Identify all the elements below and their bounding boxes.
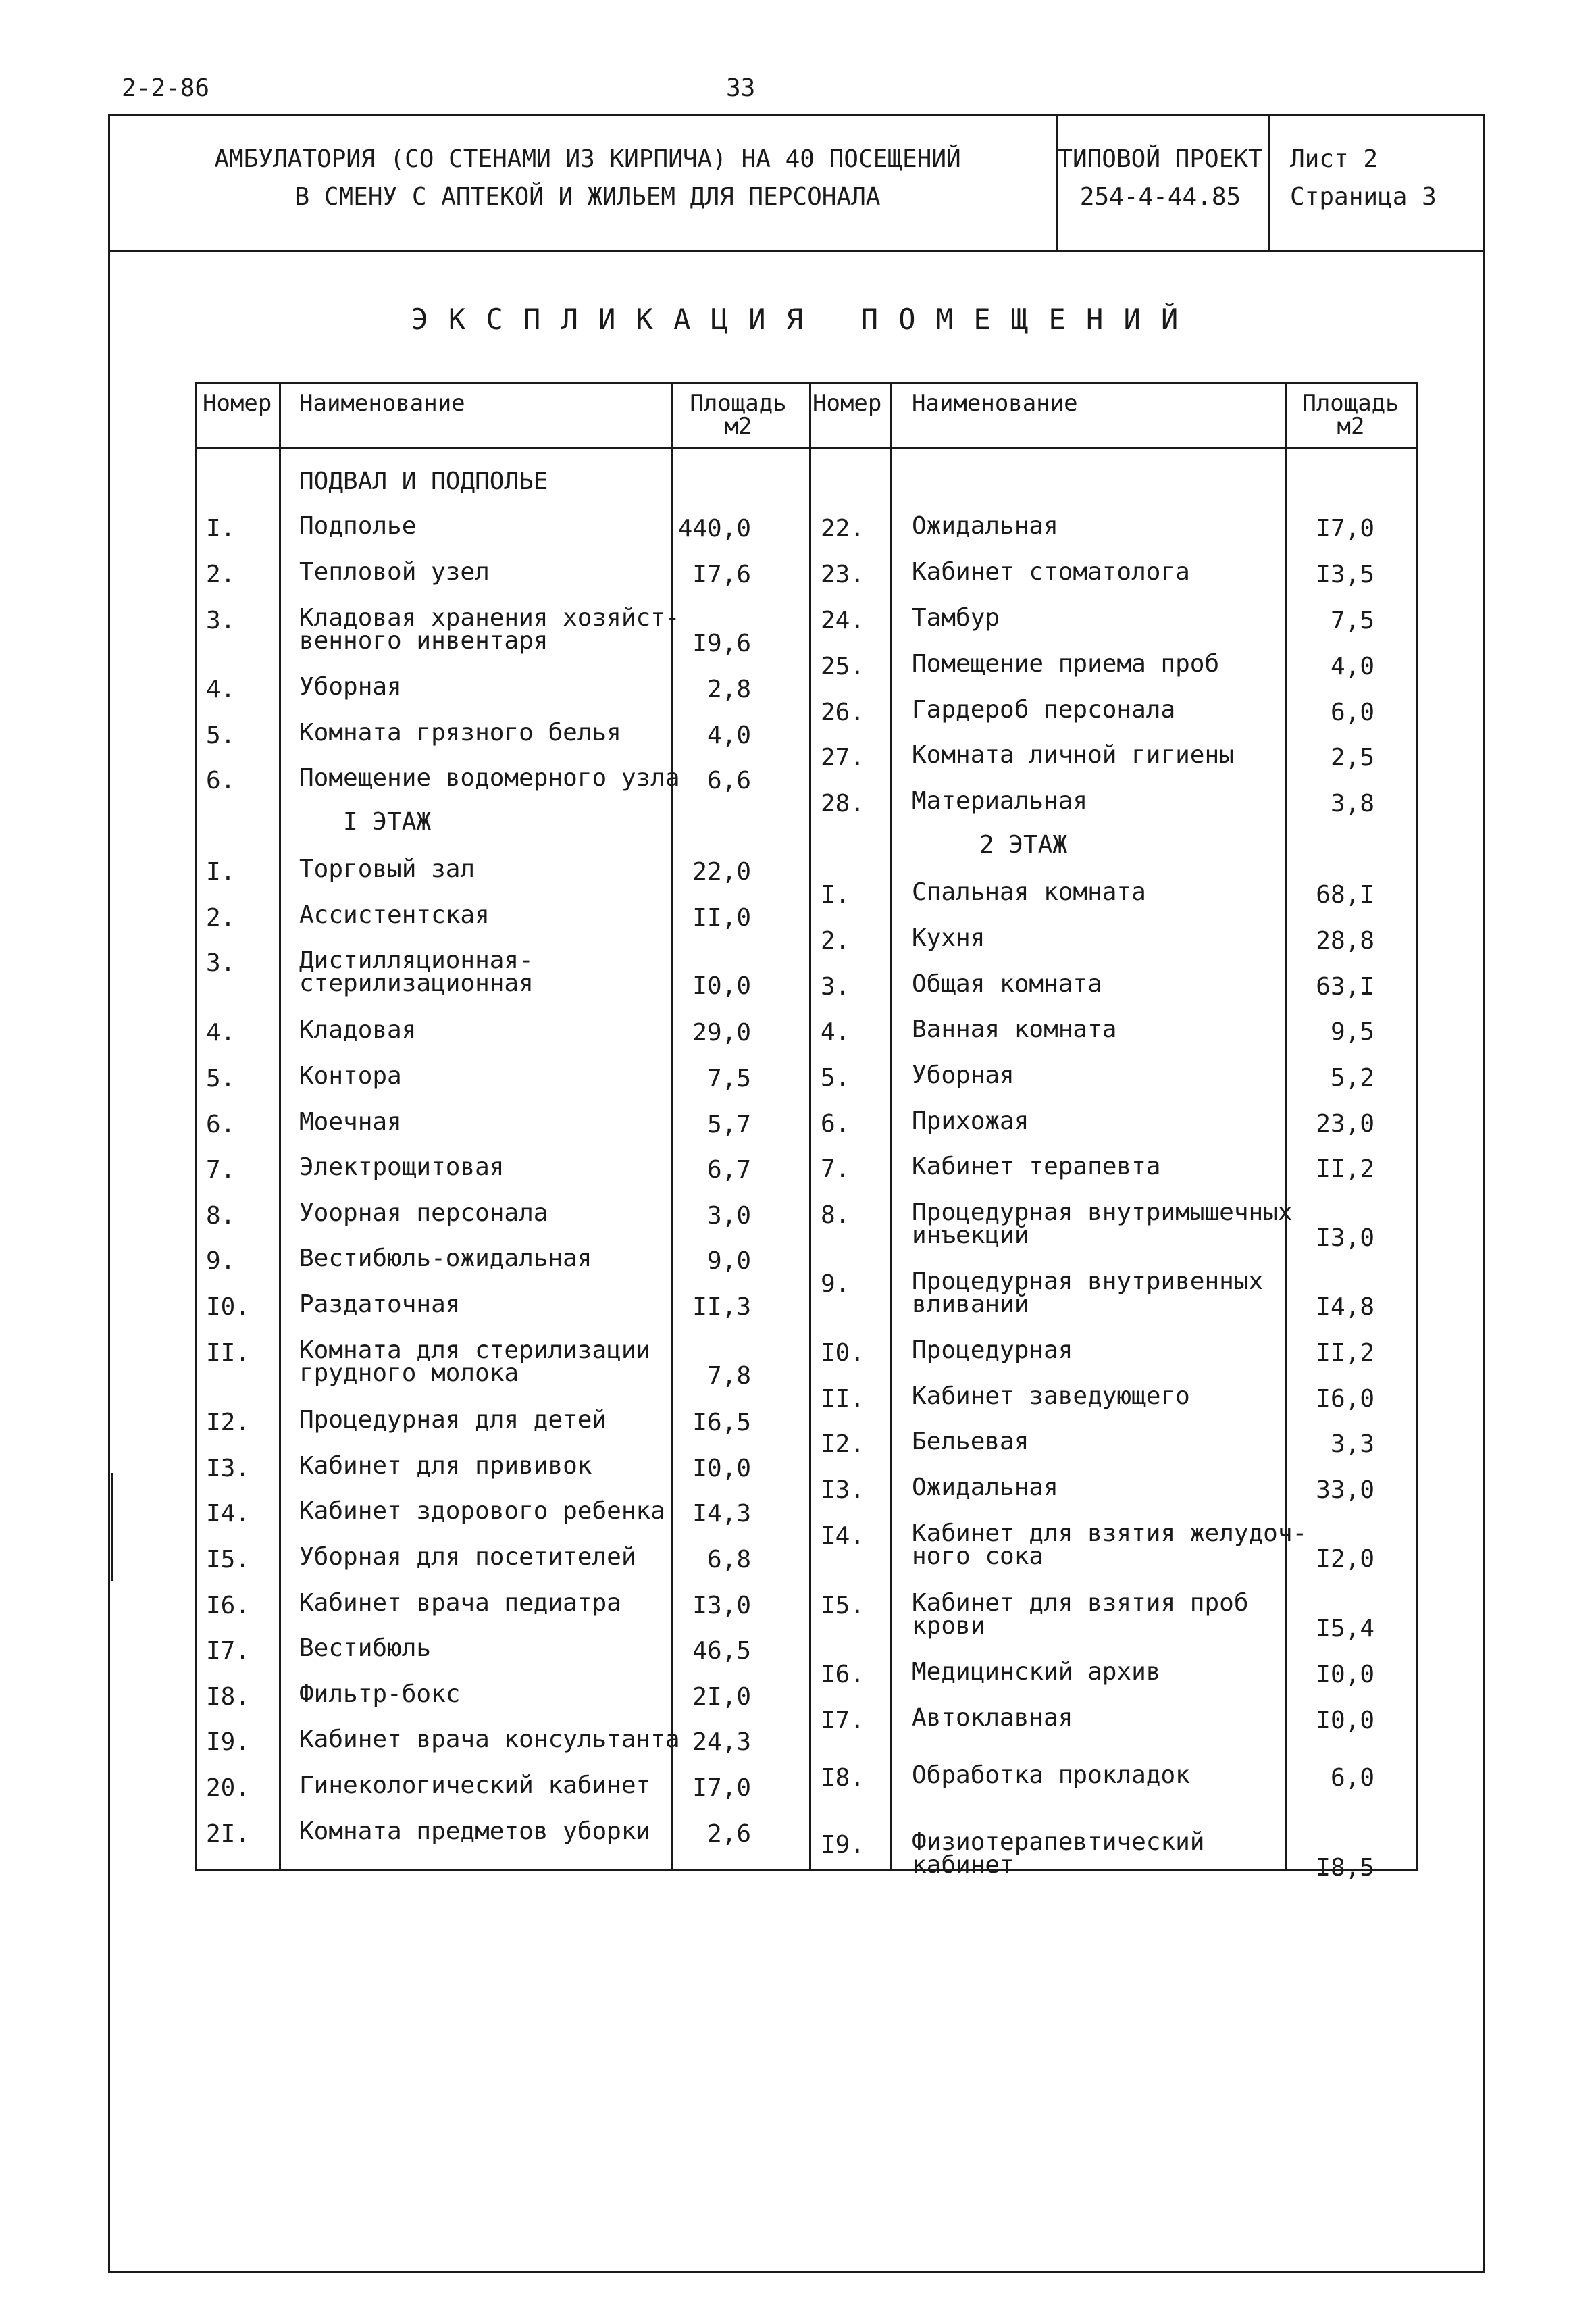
room-name	[912, 1061, 1014, 1089]
room-area: I4,3	[692, 1500, 751, 1528]
room-name	[912, 1658, 1161, 1686]
room-name-line-1: Раздаточная	[299, 1290, 461, 1318]
room-area: I0,0	[1316, 1707, 1374, 1734]
room-number: 3.	[821, 973, 850, 1001]
page-label: Страница 3	[1290, 183, 1437, 211]
room-number: I9.	[821, 1831, 865, 1859]
room-number: I3.	[821, 1476, 865, 1504]
room-name-line-1: Бельевая	[912, 1428, 1029, 1455]
room-area: I4,8	[1316, 1293, 1374, 1321]
room-name-line-1: Ожидальная	[912, 1474, 1058, 1501]
room-name-line-1: Гинекологический кабинет	[299, 1771, 651, 1799]
room-number: 22.	[821, 515, 865, 543]
room-name-line-1: Процедурная внутривенных	[912, 1267, 1264, 1295]
room-number: 4.	[206, 676, 236, 703]
margin-mark	[111, 1473, 113, 1581]
room-name	[299, 604, 680, 655]
room-name-line-1: Ожидальная	[912, 512, 1058, 540]
stamp-divider	[108, 250, 1485, 252]
room-name-line-2: инъекций	[912, 1222, 1029, 1249]
room-name-line-1: Кладовая хранения хозяйст-	[299, 604, 680, 632]
room-name	[912, 1519, 1308, 1570]
room-number: 2.	[206, 904, 236, 932]
room-area: 63,I	[1316, 973, 1374, 1001]
room-area: I2,0	[1316, 1545, 1374, 1573]
page-number: 33	[726, 74, 756, 102]
room-name	[299, 1016, 417, 1044]
section-basement: ПОДВАЛ И ПОДПОЛЬЕ	[299, 468, 548, 495]
room-name-line-1: Уоорная персонала	[299, 1199, 548, 1227]
sheet-label: Лист 2	[1290, 145, 1379, 173]
room-area: 2,8	[706, 676, 751, 703]
room-name	[912, 1761, 1190, 1789]
room-number: I6.	[821, 1661, 865, 1688]
section-floor-2: 2 ЭТАЖ	[979, 831, 1068, 859]
room-name	[299, 1244, 592, 1272]
room-name	[912, 650, 1220, 678]
room-name	[299, 1728, 680, 1751]
room-name-line-1: Физиотерапевтический	[912, 1828, 1205, 1856]
room-number: I3.	[206, 1455, 251, 1482]
room-number: 6.	[206, 1111, 236, 1138]
room-name-line-1: Контора	[299, 1062, 402, 1090]
room-name-line-1: Комната для стерилизации	[299, 1336, 651, 1364]
room-area: 2I,0	[692, 1683, 751, 1711]
room-name-line-1: Тепловой узел	[299, 558, 490, 586]
room-name-line-1: Кабинет заведующего	[912, 1382, 1190, 1410]
room-number: 4.	[206, 1019, 236, 1047]
room-number: 8.	[821, 1201, 850, 1229]
room-name-line-1: Кабинет здорового ребенка	[299, 1497, 665, 1525]
room-number: 24.	[821, 607, 865, 634]
room-area: I7,6	[692, 561, 751, 588]
room-area: II,3	[692, 1293, 751, 1321]
room-number: I4.	[821, 1522, 865, 1550]
room-area: 6,0	[1330, 699, 1374, 726]
room-name	[299, 1680, 461, 1708]
stamp-title-line-1: АМБУЛАТОРИЯ (СО СТЕНАМИ ИЗ КИРПИЧА) НА 40 ПОСЕЩЕНИЙ	[214, 145, 961, 173]
page-title: ЭКСПЛИКАЦИЯ ПОМЕЩЕНИЙ	[411, 303, 1199, 336]
room-name-line-1: Комната предметов уборки	[299, 1817, 651, 1845]
header-divider	[195, 447, 1418, 449]
room-number: 2I.	[206, 1820, 251, 1848]
room-number: 6.	[821, 1110, 850, 1138]
room-name-line-1: Обработка прокладок	[912, 1761, 1190, 1789]
room-name-line-1: Автоклавная	[912, 1704, 1073, 1732]
room-name	[299, 1290, 461, 1318]
room-name-line-1: Кабинет врача педиатра	[299, 1589, 621, 1617]
room-name	[912, 1382, 1190, 1410]
room-area: 5,7	[706, 1111, 751, 1138]
room-name	[912, 696, 1176, 724]
room-name-line-1: Торговый зал	[299, 855, 475, 883]
room-number: I.	[206, 858, 236, 886]
room-number: I2.	[821, 1430, 865, 1458]
stamp-sheet	[1290, 141, 1437, 216]
room-number: I4.	[206, 1500, 251, 1528]
room-number: 2.	[206, 561, 236, 588]
room-number: I0.	[206, 1293, 251, 1321]
room-name-line-2: стерилизационная	[299, 970, 534, 997]
room-name	[299, 558, 490, 586]
room-area: I8,5	[1316, 1854, 1374, 1882]
room-number: 3.	[206, 607, 236, 634]
room-name	[912, 970, 1102, 998]
room-area: 5,2	[1330, 1064, 1374, 1092]
room-number: 28.	[821, 790, 865, 818]
room-number: I6.	[206, 1592, 251, 1619]
header-area-left	[674, 392, 802, 438]
room-area: 3,8	[1330, 790, 1374, 818]
room-area: I3,5	[1316, 561, 1374, 588]
stamp-separator-2	[1268, 114, 1270, 250]
room-area: 6,0	[1330, 1764, 1374, 1792]
room-name	[912, 512, 1058, 540]
room-number: 4.	[821, 1018, 850, 1046]
room-name-line-1: Ассистентская	[299, 901, 490, 929]
stamp-project	[1056, 141, 1265, 216]
room-area: 7,5	[706, 1065, 751, 1092]
room-number: II.	[821, 1385, 865, 1413]
room-name-line-1: Гардероб персонала	[912, 696, 1176, 724]
room-name	[299, 1771, 651, 1799]
room-name	[299, 1634, 432, 1662]
stamp-title	[118, 141, 1057, 216]
room-name-line-2: грудного молока	[299, 1359, 519, 1387]
room-name-line-1: Уборная для посетителей	[299, 1543, 636, 1571]
room-number: I.	[821, 881, 850, 909]
room-name	[912, 1589, 1249, 1640]
room-name-line-1: Общая комната	[912, 970, 1102, 998]
room-name-line-1: Вестибюль	[299, 1634, 432, 1662]
room-area: 7,8	[706, 1362, 751, 1390]
col-divider-4	[890, 382, 892, 1871]
room-name-line-1: Кабинет врача консультанта	[299, 1726, 680, 1753]
header-area-line-1: Площадь	[690, 390, 787, 417]
room-area: 9,0	[706, 1247, 751, 1275]
room-area: I0,0	[1316, 1661, 1374, 1688]
room-name-line-2: венного инвентаря	[299, 627, 548, 655]
room-area: 3,3	[1330, 1430, 1374, 1458]
room-area: 68,I	[1316, 881, 1374, 909]
room-area: 6,6	[706, 767, 751, 795]
header-area-line-1: Площадь	[1302, 390, 1399, 417]
room-number: I0.	[821, 1339, 865, 1367]
room-name	[912, 924, 985, 952]
col-divider-3	[809, 382, 811, 1871]
header-number-left: Номер	[203, 390, 272, 417]
room-number: I.	[206, 515, 236, 543]
room-number: 9.	[206, 1247, 236, 1275]
room-area: I3,0	[1316, 1224, 1374, 1252]
room-number: 23.	[821, 561, 865, 588]
room-name-line-1: Процедурная	[912, 1336, 1073, 1364]
col-divider-1	[279, 382, 281, 1871]
room-number: I7.	[821, 1707, 865, 1734]
room-name	[299, 1199, 548, 1227]
room-name-line-2: вливаний	[912, 1290, 1029, 1318]
room-name-line-1: Комната личной гигиены	[912, 741, 1234, 769]
room-area: I6,0	[1316, 1385, 1374, 1413]
project-label: ТИПОВОЙ ПРОЕКТ	[1058, 145, 1263, 173]
stamp-title-line-2: В СМЕНУ С АПТЕКОЙ И ЖИЛЬЕМ ДЛЯ ПЕРСОНАЛА	[294, 183, 881, 211]
room-name	[299, 1817, 651, 1845]
room-number: 7.	[206, 1156, 236, 1184]
room-name-line-2: ного сока	[912, 1542, 1044, 1570]
room-name-line-1: Кабинет терапевта	[912, 1153, 1161, 1180]
room-name	[299, 1153, 505, 1181]
room-area: I9,6	[692, 630, 751, 657]
room-number: 20.	[206, 1774, 251, 1802]
room-number: 25.	[821, 653, 865, 680]
room-name-line-1: Прихожая	[912, 1107, 1029, 1135]
room-area: 4,0	[706, 722, 751, 749]
room-name-line-1: Процедурная внутримышечных	[912, 1199, 1293, 1226]
room-area: 2,6	[706, 1820, 751, 1848]
room-name	[912, 1155, 1160, 1178]
room-number: I5.	[821, 1592, 865, 1619]
room-area: 7,5	[1330, 607, 1374, 634]
room-name-line-1: Кладовая	[299, 1016, 417, 1044]
header-name-right: Наименование	[912, 390, 1078, 417]
room-number: I8.	[206, 1683, 251, 1711]
room-name	[299, 1108, 402, 1136]
section-floor-1: I ЭТАЖ	[343, 808, 432, 836]
room-area: I3,0	[692, 1592, 751, 1619]
room-name	[299, 949, 534, 995]
header-number-right: Номер	[813, 390, 882, 417]
room-name	[912, 1267, 1264, 1318]
room-name-line-1: Ванная комната	[912, 1015, 1117, 1043]
room-area: 24,3	[692, 1728, 751, 1756]
room-number: 9.	[821, 1270, 850, 1298]
room-name-line-1: Вестибюль-ожидальная	[299, 1244, 592, 1272]
room-number: I5.	[206, 1546, 251, 1574]
room-name	[299, 855, 475, 883]
room-name-line-1: Тамбур	[912, 604, 1000, 632]
room-name	[912, 1336, 1073, 1364]
room-name	[299, 1543, 636, 1571]
room-area: II,2	[1316, 1339, 1374, 1367]
room-area: 2,5	[1330, 744, 1374, 772]
room-name	[912, 604, 1000, 632]
room-name	[912, 1828, 1205, 1879]
room-name	[299, 1336, 651, 1387]
room-number: 8.	[206, 1202, 236, 1230]
room-name-line-1: Комната грязного белья	[299, 719, 621, 747]
room-name-line-1: Кабинет стоматолога	[912, 558, 1190, 586]
room-number: II.	[206, 1339, 251, 1367]
room-name-line-1: Спальная комната	[912, 878, 1146, 906]
room-name	[912, 878, 1146, 906]
room-name-line-1: Процедурная для детей	[299, 1406, 607, 1434]
room-name-line-1: Кухня	[912, 924, 985, 952]
room-area: 29,0	[692, 1019, 751, 1047]
room-name	[299, 1497, 665, 1525]
room-name	[299, 764, 680, 792]
room-area: 6,8	[706, 1546, 751, 1574]
project-code: 254-4-44.85	[1079, 183, 1241, 211]
document-code: 2-2-86	[122, 74, 210, 102]
room-name	[299, 1589, 621, 1617]
room-number: 27.	[821, 744, 865, 772]
room-name-line-1: Дистилляционная-	[299, 947, 534, 974]
room-name	[912, 741, 1234, 769]
room-area: 22,0	[692, 858, 751, 886]
room-name-line-1: Подполье	[299, 512, 417, 540]
room-name	[912, 1201, 1293, 1247]
room-number: I7.	[206, 1637, 251, 1665]
header-area-line-2: м2	[1337, 413, 1365, 440]
room-name	[299, 901, 490, 929]
room-name-line-1: Кабинет для взятия желудоч-	[912, 1519, 1308, 1547]
room-name-line-2: кабинет	[912, 1851, 1014, 1879]
room-number: 5.	[821, 1064, 850, 1092]
header-name-left: Наименование	[299, 390, 465, 417]
room-number: 6.	[206, 767, 236, 795]
room-area: I6,5	[692, 1409, 751, 1436]
room-name	[299, 673, 402, 701]
room-name-line-1: Моечная	[299, 1108, 402, 1136]
room-name	[912, 787, 1088, 815]
room-name	[912, 1476, 1058, 1499]
header-area-line-2: м2	[724, 413, 752, 440]
room-area: 3,0	[706, 1202, 751, 1230]
room-area: I0,0	[692, 1455, 751, 1482]
room-number: I8.	[821, 1764, 865, 1792]
room-area: I7,0	[692, 1774, 751, 1802]
room-area: 46,5	[692, 1637, 751, 1665]
room-number: I2.	[206, 1409, 251, 1436]
room-area: II,0	[692, 904, 751, 932]
room-name-line-1: Материальная	[912, 787, 1088, 815]
room-name-line-2: крови	[912, 1612, 985, 1640]
header-area-right	[1287, 392, 1415, 438]
room-area: II,2	[1316, 1155, 1374, 1183]
room-area: I0,0	[692, 972, 751, 1000]
room-area: 23,0	[1316, 1110, 1374, 1138]
room-number: 7.	[821, 1155, 850, 1183]
room-area: 440,0	[677, 515, 751, 543]
room-name	[299, 1062, 402, 1090]
room-area: 28,8	[1316, 927, 1374, 955]
room-name-line-1: Уборная	[912, 1061, 1014, 1089]
room-name	[299, 1406, 607, 1434]
room-area: 4,0	[1330, 653, 1374, 680]
room-number: I9.	[206, 1728, 251, 1756]
room-name-line-1: Помещение водомерного узла	[299, 764, 680, 792]
room-number: 5.	[206, 1065, 236, 1092]
room-number: 3.	[206, 949, 236, 977]
room-name-line-1: Кабинет для прививок	[299, 1452, 592, 1480]
room-number: 2.	[821, 927, 850, 955]
room-name	[912, 1704, 1073, 1732]
room-name-line-1: Электрощитовая	[299, 1153, 505, 1181]
room-name-line-1: Помещение приема проб	[912, 650, 1220, 678]
room-name	[299, 1452, 592, 1480]
room-number: 26.	[821, 699, 865, 726]
room-name	[912, 558, 1190, 586]
room-name	[912, 1107, 1029, 1135]
room-name-line-1: Медицинский архив	[912, 1658, 1161, 1686]
room-area: I5,4	[1316, 1615, 1374, 1642]
room-name	[299, 719, 621, 747]
room-name-line-1: Фильтр-бокс	[299, 1680, 461, 1708]
room-name	[912, 1430, 1029, 1453]
room-area: 33,0	[1316, 1476, 1374, 1504]
room-name	[299, 512, 417, 540]
room-name-line-1: Уборная	[299, 673, 402, 701]
room-area: 9,5	[1330, 1018, 1374, 1046]
room-number: 5.	[206, 722, 236, 749]
room-area: 6,7	[706, 1156, 751, 1184]
room-name	[912, 1015, 1117, 1043]
room-name-line-1: Кабинет для взятия проб	[912, 1589, 1249, 1617]
room-area: I7,0	[1316, 515, 1374, 543]
